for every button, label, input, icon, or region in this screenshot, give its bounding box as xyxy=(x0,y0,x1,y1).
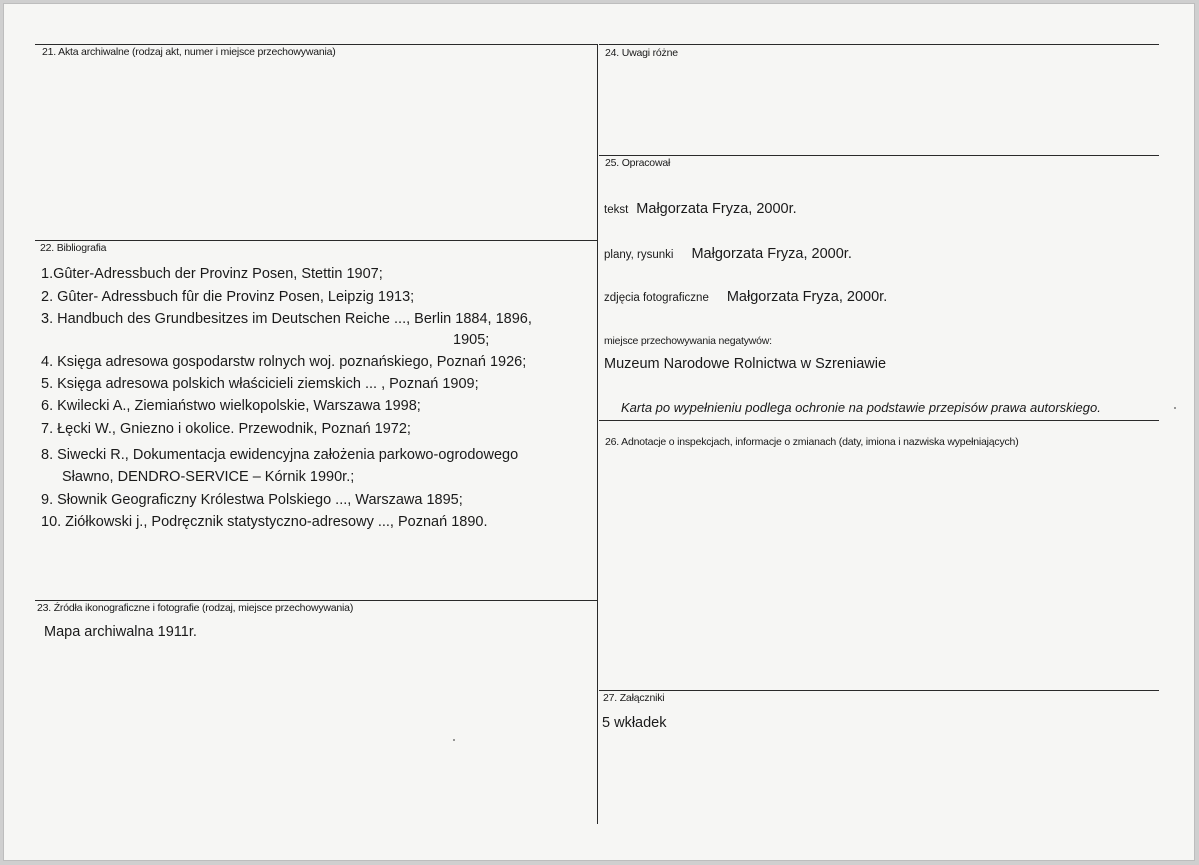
section-23-label: 23. Źródła ikonograficzne i fotografie (rodzaj, miejsce przechowywania) xyxy=(37,602,354,614)
negatives-location-label: miejsce przechowywania negatywów: xyxy=(604,335,772,347)
bibliography-item: 10. Ziółkowski j., Podręcznik statystyczno-adresowy ..., Poznań 1890. xyxy=(41,514,488,530)
author-photos-row xyxy=(604,289,887,305)
bibliography-item: 6. Kwilecki A., Ziemiaństwo wielkopolskie, Warszawa 1998; xyxy=(41,398,421,414)
bibliography-item: 9. Słownik Geograficzny Królestwa Polskiego ..., Warszawa 1895; xyxy=(41,492,463,508)
section-24-label: 24. Uwagi różne xyxy=(605,47,678,59)
author-text-label: tekst xyxy=(604,204,629,216)
section-25-label: 25. Opracował xyxy=(605,157,671,169)
section-27-value: 5 wkładek xyxy=(602,715,667,731)
bibliography-item-continuation: 1905; xyxy=(453,332,490,348)
author-photos-label: zdjęcia fotograficzne xyxy=(604,292,709,304)
bibliography-item: 4. Księga adresowa gospodarstw rolnych woj. poznańskiego, Poznań 1926; xyxy=(41,354,527,370)
section-21-label: 21. Akta archiwalne (rodzaj akt, numer i miejsce przechowywania) xyxy=(42,46,336,58)
author-drawings-label: plany, rysunki xyxy=(604,249,674,261)
section-27-label: 27. Załączniki xyxy=(603,692,665,704)
scan-speck xyxy=(1174,407,1176,409)
negatives-location-value: Muzeum Narodowe Rolnictwa w Szreniawie xyxy=(604,356,887,372)
rule-top-left xyxy=(35,44,597,45)
section-26-label: 26. Adnotacje o inspekcjach, informacje o zmianach (daty, imiona i nazwiska wypełniających) xyxy=(605,436,1019,448)
scan-speck xyxy=(453,739,455,741)
bibliography-item: 1.Gûter-Adressbuch der Provinz Posen, Stettin 1907; xyxy=(41,266,383,282)
section-22-label: 22. Bibliografia xyxy=(40,242,107,254)
rule-top-right xyxy=(599,44,1159,45)
author-drawings-value: Małgorzata Fryza, 2000r. xyxy=(691,246,852,262)
author-drawings-row xyxy=(604,246,852,262)
bibliography-item: 5. Księga adresowa polskich właścicieli ziemskich ... , Poznań 1909; xyxy=(41,376,479,392)
author-text-row xyxy=(604,201,797,217)
bibliography-item: 3. Handbuch des Grundbesitzes im Deutschen Reiche ..., Berlin 1884, 1896, xyxy=(41,311,532,327)
author-photos-value: Małgorzata Fryza, 2000r. xyxy=(726,289,888,305)
rule-section-26 xyxy=(599,420,1159,421)
bibliography-item: 2. Gûter- Adressbuch fûr die Provinz Posen, Leipzig 1913; xyxy=(41,289,415,305)
rule-section-25 xyxy=(599,155,1159,156)
bibliography-item-continuation: Sławno, DENDRO-SERVICE – Kórnik 1990r.; xyxy=(62,469,355,485)
copyright-note: Karta po wypełnieniu podlega ochronie na podstawie przepisów prawa autorskiego. xyxy=(621,400,1101,415)
rule-section-27 xyxy=(599,690,1159,691)
bibliography-item: 8. Siwecki R., Dokumentacja ewidencyjna założenia parkowo-ogrodowego xyxy=(41,447,519,463)
record-card xyxy=(3,3,1195,861)
author-text-value: Małgorzata Fryza, 2000r. xyxy=(636,201,797,217)
section-23-value: Mapa archiwalna 1911r. xyxy=(44,624,197,640)
column-divider xyxy=(597,44,598,824)
rule-section-23 xyxy=(35,600,597,601)
rule-section-22 xyxy=(35,240,597,241)
bibliography-item: 7. Łęcki W., Gniezno i okolice. Przewodnik, Poznań 1972; xyxy=(41,421,411,437)
